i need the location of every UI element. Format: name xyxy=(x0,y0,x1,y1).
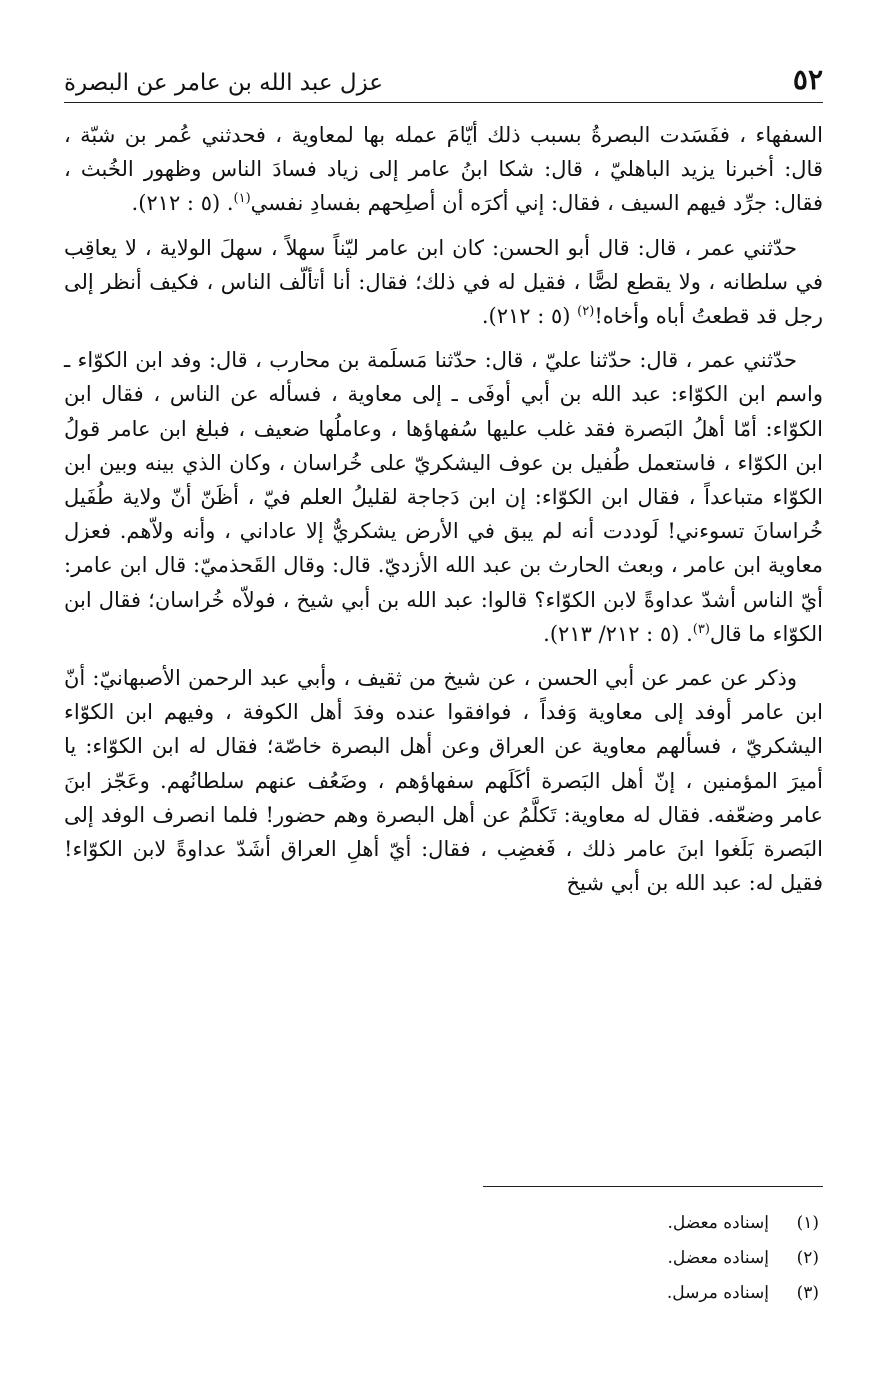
paragraph xyxy=(64,661,823,900)
footnote xyxy=(419,1206,819,1241)
paragraph-citation: . (٥ : ٢١٢/ ٢١٣). xyxy=(543,621,693,646)
main-text xyxy=(64,118,823,910)
footnote-ref: (٣) xyxy=(692,621,710,637)
footnote xyxy=(419,1241,819,1276)
paragraph-text: وذكر عن عمر عن أبي الحسن ، عن شيخ من ثقيف ، وأبي عبد الرحمن الأصبهانيّ: أنّ ابن عامر أوفد إلى معاوية وَفداً ، فوافقوا عنده وفدَ أهل الكوفة ، وفيهم ابن الكوّاء اليشكريّ ، فسألهم معاوية عن العراق وعن أهل البصرة خاصّة؛ فقال له ابن الكوّاء: يا أميرَ المؤمنين ، إنّ أهل البَصرة أكَلَهم سفهاؤهم ، وضَعُف عنهم سلطانُهم. وعَجّز ابنَ عامر وضعّفه. فقال له معاوية: تَكلَّمُ عن أهل البصرة وهم حضور! فلما انصرف الوفد إلى البَصرة بَلَغوا ابنَ عامر ذلك ، فَغضِب ، فقال: أيّ أهلِ العراق أشَدّ عداوةً لابن الكوّاء! فقيل له: عبد الله بن أبي شيخ xyxy=(64,666,823,896)
paragraph-text: السفهاء ، ففَسَدت البصرةُ بسبب ذلك أيّامَ عمله بها لمعاوية ، فحدثني عُمر بن شبّة ، قال: أخبرنا يزيد الباهليّ ، قال: شكا ابنُ عامر إلى زياد فسادَ الناس وظهور الخُبث ، فقال: جرِّد فيهم السيف ، فقال: إني أكرَه أن أصلِحهم بفسادِ نفسي xyxy=(64,123,823,216)
paragraph-citation: . (٥ : ٢١٢). xyxy=(131,191,234,216)
page-header xyxy=(64,58,823,103)
paragraph-text: حدّثني عمر ، قال: قال أبو الحسن: كان ابن عامر ليّناً سهلاً ، سهلَ الولاية ، لا يعاقِب في سلطانه ، ولا يقطع لصًّا ، فقيل له في ذلك؛ فقال: أنا أتألّف الناس ، فكيف أنظر إلى رجل قد قطعتُ أباه وأخاه! xyxy=(64,235,823,329)
page-number: ٥٢ xyxy=(792,63,823,96)
paragraph xyxy=(64,118,823,221)
paragraph xyxy=(64,343,823,651)
footnote-ref: (١) xyxy=(233,191,251,207)
footnote-number: (٢) xyxy=(796,1248,819,1268)
footnote-ref: (٢) xyxy=(577,304,595,320)
footnote-number: (١) xyxy=(796,1213,819,1233)
footnote-text: إسناده معضل. xyxy=(667,1248,769,1268)
footnote-number: (٣) xyxy=(796,1283,819,1303)
running-title: عزل عبد الله بن عامر عن البصرة xyxy=(64,70,383,96)
paragraph-text: حدّثني عمر ، قال: حدّثنا عليّ ، قال: حدّثنا مَسلَمة بن محارب ، قال: وفد ابن الكوّاء ـ واسم ابن الكوّاء: عبد الله بن أبي أوفَى ـ إلى معاوية ، فسأله عن الناس ، فقال ابن الكوّاء: أمّا أهلُ البَصرة فقد غلب عليها سُفهاؤها ، وعاملُها ضعيف ، فبلغ ابن عامر قولُ ابن الكوّاء ، فاستعمل طُفيل بن عوف اليشكريّ على خُراسان ، وكان الذي بينه وبين ابن الكوّاء متباعداً ، فقال ابن الكوّاء: إن ابن دَجاجة لقليلُ العلم فيّ ، أظَنّ أنّ ولاية طُفَيل خُراسانَ تسوءني! لَوددت أنه لم يبق في الأرض يشكريٌّ إلا عاداني ، وأنه ولاّهم. فعزل معاوية ابن عامر ، وبعث الحارث بن عبد الله الأزديّ. قال: وقال القَحذميّ: قال ابن عامر: أيّ الناس أشدّ عداوةً لابن الكوّاء؟ قالوا: عبد الله بن أبي شيخ ، فولاّه خُراسان؛ فقال ابن الكوّاء ما قال xyxy=(64,348,823,646)
footnote-text: إسناده معضل. xyxy=(667,1213,769,1233)
paragraph xyxy=(64,231,823,334)
footnote-divider xyxy=(483,1186,823,1187)
footnotes xyxy=(419,1206,819,1311)
footnote-text: إسناده مرسل. xyxy=(666,1283,769,1303)
paragraph-citation: (٥ : ٢١٢). xyxy=(481,304,578,329)
footnote xyxy=(419,1276,819,1311)
